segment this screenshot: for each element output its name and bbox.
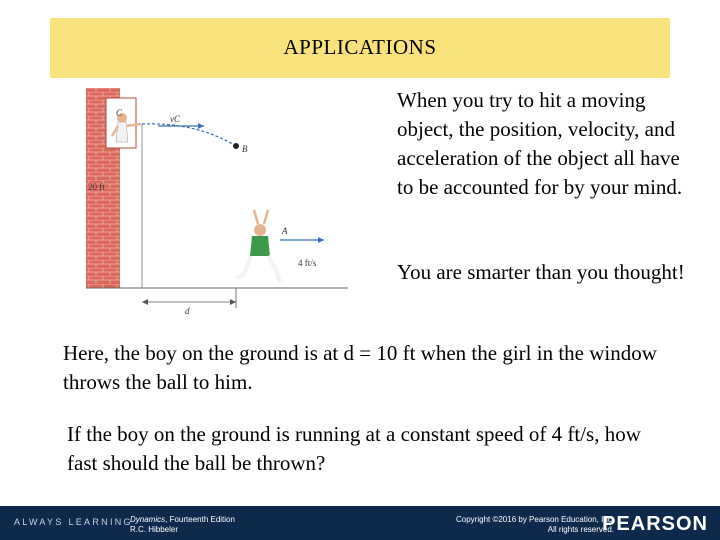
label-vc: vC bbox=[170, 114, 180, 124]
boy-runner bbox=[236, 210, 280, 282]
label-d: d bbox=[185, 306, 190, 316]
footer-bar bbox=[0, 506, 720, 540]
footer-book-title: Dynamics bbox=[130, 515, 166, 524]
title-bar bbox=[50, 18, 670, 78]
label-speed: 4 ft/s bbox=[298, 258, 317, 268]
footer-copyright bbox=[456, 515, 614, 535]
label-b: B bbox=[242, 144, 248, 154]
label-a: A bbox=[282, 226, 288, 236]
pearson-logo: PEARSON bbox=[602, 513, 708, 535]
ball-trajectory bbox=[142, 124, 236, 146]
label-height: 20 ft bbox=[88, 182, 105, 192]
projectile-figure bbox=[86, 84, 356, 316]
footer-rights-line: All rights reserved. bbox=[547, 525, 614, 534]
intro-paragraph: When you try to hit a moving object, the position, velocity, and acceleration of the object all have to be accounted for by your mind. bbox=[397, 88, 683, 199]
smarter-paragraph: You are smarter than you thought! bbox=[397, 260, 685, 284]
footer-tagline: ALWAYS LEARNING bbox=[14, 517, 133, 527]
footer-book-info bbox=[130, 515, 235, 535]
footer-copyright-line: Copyright ©2016 by Pearson Education, Inc. bbox=[456, 515, 614, 524]
footer-author: R.C. Hibbeler bbox=[130, 525, 179, 534]
scenario-paragraph: Here, the boy on the ground is at d = 10 ft when the girl in the window throws the ball to him. bbox=[63, 341, 657, 394]
label-c: C bbox=[116, 108, 123, 118]
ball bbox=[233, 143, 239, 149]
slide-title: APPLICATIONS bbox=[283, 35, 437, 59]
question-paragraph: If the boy on the ground is running at a constant speed of 4 ft/s, how fast should the ball be thrown? bbox=[67, 422, 641, 475]
footer-book-edition: , Fourteenth Edition bbox=[165, 515, 235, 524]
